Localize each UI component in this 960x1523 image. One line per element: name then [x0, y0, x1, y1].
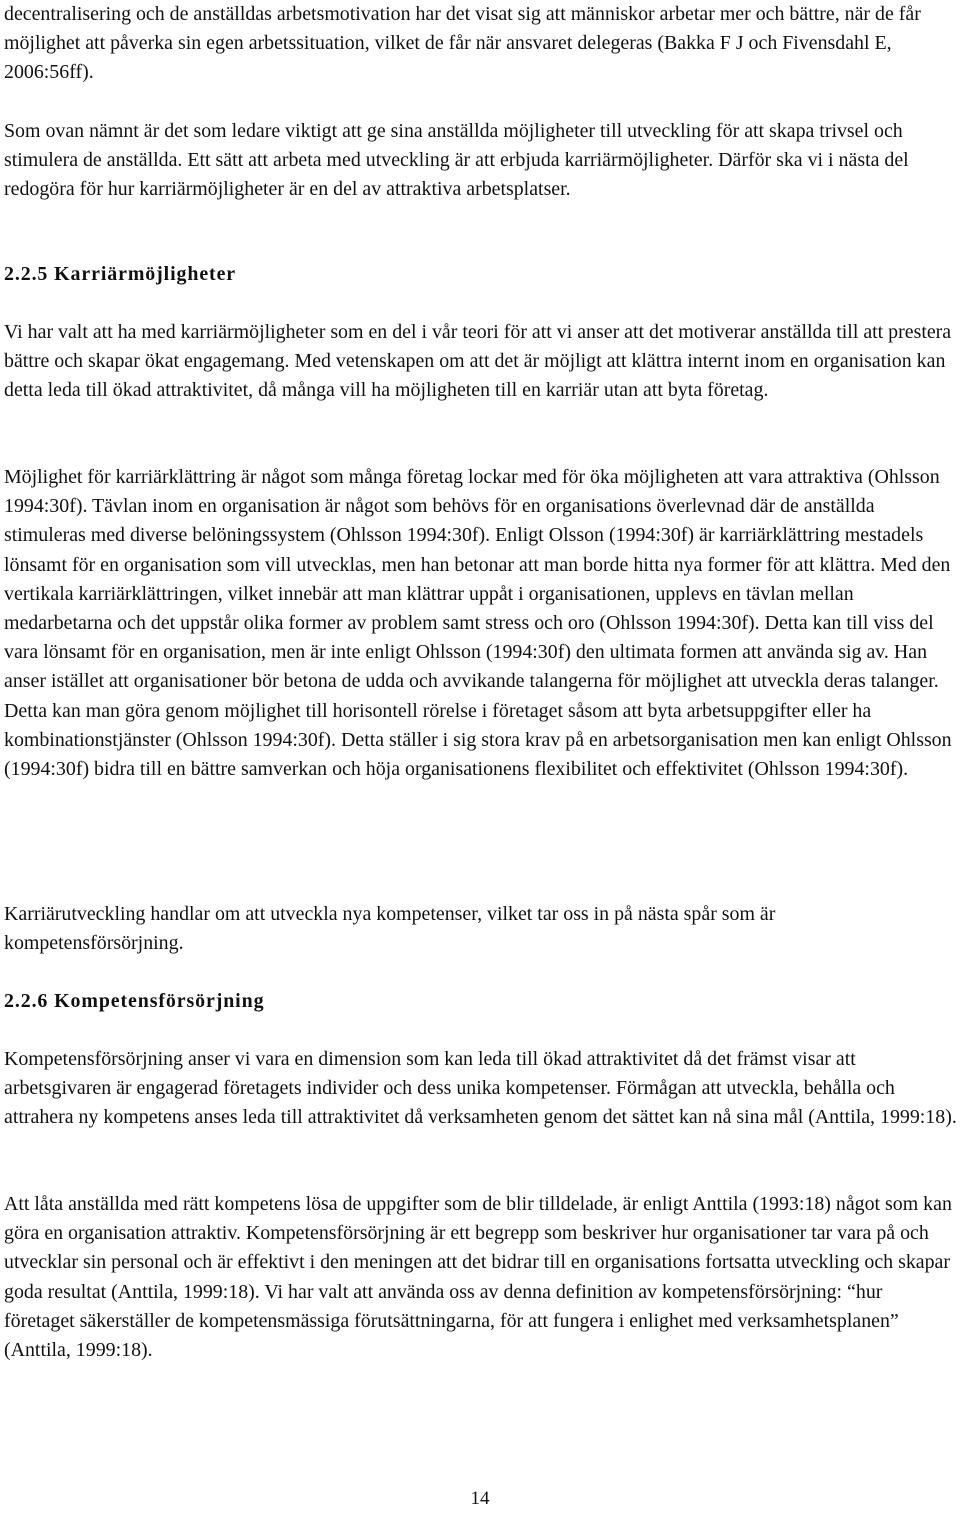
paragraph-competence-definition: Att låta anställda med rätt kompetens lösa de uppgifter som de blir tilldelade, är enligt Anttila (1993:18) något som kan göra en organisation attraktiv. Kompetensförsörjning är ett begrepp som beskriver hur organisationer tar vara på och utvecklar sin personal och är effektivt i den meningen att det bidrar till en organisations fortsatta utveckling och skapar goda resultat (Anttila, 1999:18). Vi har valt att använda oss av denna definition av kompetensförsörjning: “hur företaget säkerställer de kompetensmässiga förutsättningarna, för att fungera i enlighet med verksamhetsplanen” (Anttila, 1999:18). [4, 1193, 952, 1362]
section-heading-kompetensforsorjning: 2.2.6 Kompetensförsörjning [4, 990, 265, 1012]
paragraph-competence-dimension: Kompetensförsörjning anser vi vara en dimension som kan leda till ökad attraktivitet då det främst visar att arbetsgivaren är engagerad företagets individer och dess unika kompetenser. Förmågan att utveckla, behålla och attrahera ny kompetens anses leda till attraktivitet då verksamheten genom det sättet kan nå sina mål (Anttila, 1999:18). [4, 1048, 957, 1129]
paragraph-development: Som ovan nämnt är det som ledare viktigt att ge sina anställda möjligheter till utveckling för att skapa trivsel och stimulera de anställda. Ett sätt att arbeta med utveckling är att erbjuda karriärmöjligheter. Därför ska vi i nästa del redogöra för hur karriärmöjligheter är en del av attraktiva arbetsplatser. [4, 120, 909, 201]
paragraph-intro: decentralisering och de anställdas arbetsmotivation har det visat sig att människor arbetar mer och bättre, när de får möjlighet att påverka sin egen arbetssituation, vilket de får när ansvaret delegeras (Bakka F J och Fivensdahl E, 2006:56ff). [4, 3, 921, 84]
section-heading-karriarmojligheter: 2.2.5 Karriärmöjligheter [4, 263, 237, 285]
page-number: 14 [470, 1488, 490, 1509]
paragraph-career-theory: Vi har valt att ha med karriärmöjligheter som en del i vår teori för att vi anser att det motiverar anställda till att prestera bättre och skapar ökat engagemang. Med vetenskapen om att det är möjligt att klättra internt inom en organisation kan detta leda till ökad attraktivitet, då många vill ha möjligheten till en karriär utan att byta företag. [4, 321, 952, 402]
paragraph-career-climbing: Möjlighet för karriärklättring är något som många företag lockar med för öka möjligheten att vara attraktiva (Ohlsson 1994:30f). Tävlan inom en organisation är något som behövs för en organisations överlevnad där de anställda stimuleras med diverse belöningssystem (Ohlsson 1994:30f). Enligt Olsson (1994:30f) är karriärklättring mestadels lönsamt för en organisation som vill utvecklas, men han betonar att man borde hitta nya former för att klättra. Med den vertikala karriärklättringen, vilket innebär att man klättrar uppåt i organisationen, upplevs en tävlan mellan medarbetarna och det uppstår olika former av problem samt stress och oro (Ohlsson 1994:30f). Detta kan till viss del vara lönsamt för en organisation, men är inte enligt Ohlsson (1994:30f) den ultimata formen att använda sig av. Han anser istället att organisationer bör betona de udda och avvikande talangerna för möjlighet att utveckla deras talanger. Detta kan man göra genom möjlighet till horisontell rörelse i företaget såsom att byta arbetsuppgifter eller ha kombinationstjänster (Ohlsson 1994:30f). Detta ställer i sig stora krav på en arbetsorganisation men kan enligt Ohlsson (1994:30f) bidra till en bättre samverkan och höja organisationens flexibilitet och effektivitet (Ohlsson 1994:30f). [4, 466, 952, 781]
paragraph-career-development: Karriärutveckling handlar om att utveckla nya kompetenser, vilket tar oss in på nästa spår som är kompetensförsörjning. [4, 903, 776, 955]
